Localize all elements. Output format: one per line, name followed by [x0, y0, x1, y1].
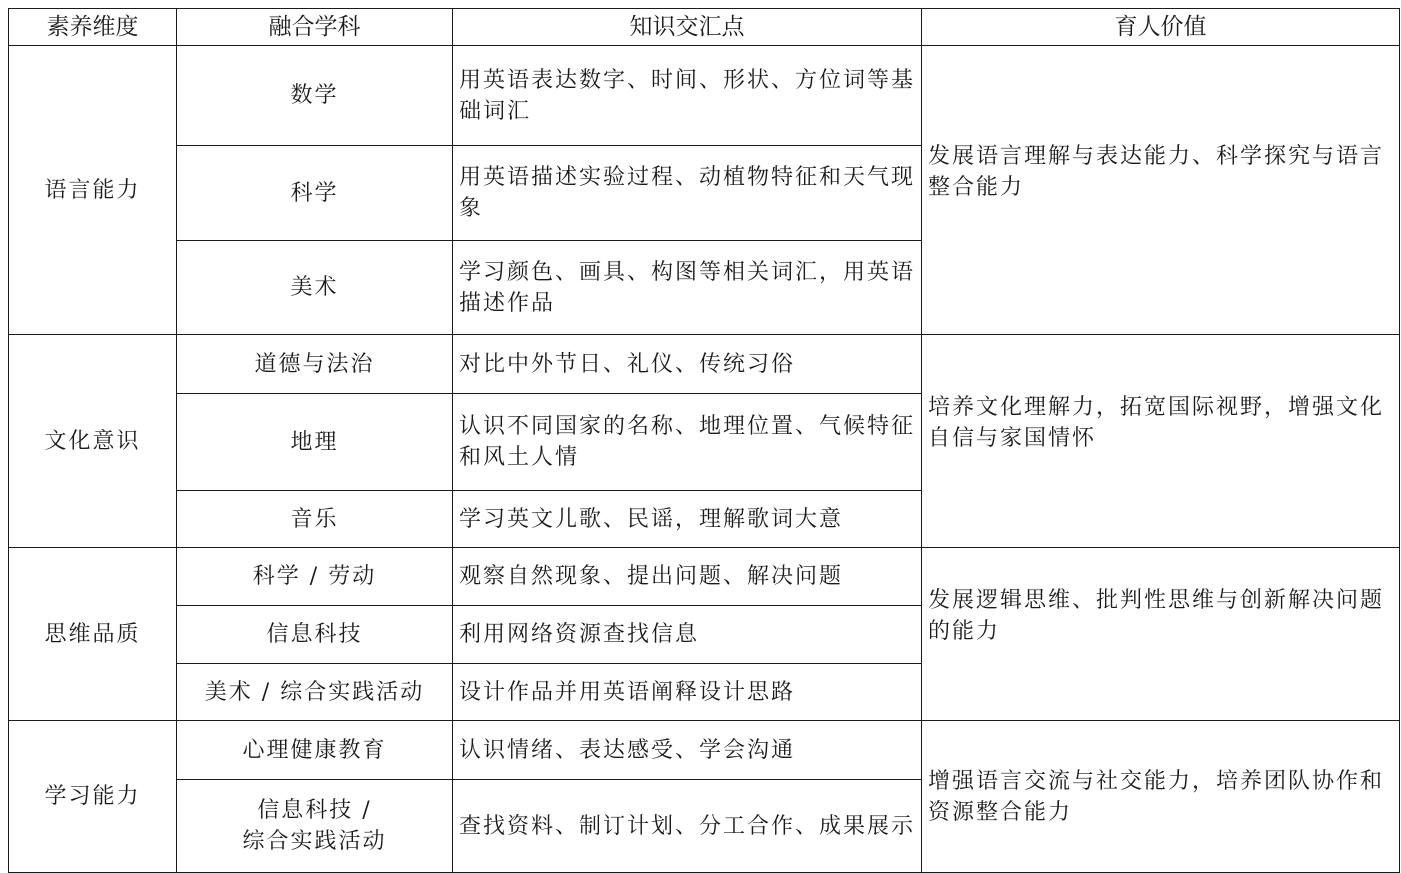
subject-cell: 科学: [177, 146, 453, 241]
knowledge-cell: 设计作品并用英语阐释设计思路: [453, 664, 922, 721]
dimension-cell: 思维品质: [9, 548, 177, 721]
table-row: [9, 335, 1400, 394]
dimension-cell: 文化意识: [9, 335, 177, 548]
knowledge-cell: 用英语描述实验过程、动植物特征和天气现象: [453, 146, 922, 241]
knowledge-cell: 认识不同国家的名称、地理位置、气候特征和风土人情: [453, 394, 922, 491]
table-container: [8, 8, 1399, 873]
knowledge-cell: 利用网络资源查找信息: [453, 606, 922, 664]
knowledge-cell: 观察自然现象、提出问题、解决问题: [453, 548, 922, 606]
header-value: 育人价值: [922, 9, 1400, 46]
literacy-integration-table: [8, 8, 1400, 873]
dimension-cell: 语言能力: [9, 46, 177, 335]
subject-cell: 地理: [177, 394, 453, 491]
subject-line: 综合实践活动: [242, 829, 387, 854]
value-cell: [922, 721, 1400, 873]
subject-cell: 数学: [177, 46, 453, 146]
table-row: [9, 548, 1400, 606]
knowledge-cell: 学习英文儿歌、民谣，理解歌词大意: [453, 491, 922, 548]
value-text: 培养文化理解力，拓宽国际视野，增强文化自信与家国情怀: [928, 395, 1385, 451]
table-row: [9, 721, 1400, 780]
subject-cell: 信息科技: [177, 606, 453, 664]
subject-cell: 美术: [177, 241, 453, 335]
subject-line: 信息科技 /: [257, 798, 372, 823]
knowledge-cell: 认识情绪、表达感受、学会沟通: [453, 721, 922, 780]
header-dimension: 素养维度: [9, 9, 177, 46]
subject-cell: 心理健康教育: [177, 721, 453, 780]
knowledge-cell: 对比中外节日、礼仪、传统习俗: [453, 335, 922, 394]
header-subject: 融合学科: [177, 9, 453, 46]
value-cell: [922, 548, 1400, 721]
value-text: 增强语言交流与社交能力，培养团队协作和资源整合能力: [928, 768, 1385, 825]
subject-cell: 科学 / 劳动: [177, 548, 453, 606]
header-knowledge: 知识交汇点: [453, 9, 922, 46]
knowledge-cell: 用英语表达数字、时间、形状、方位词等基础词汇: [453, 46, 922, 146]
subject-cell: [177, 780, 453, 873]
subject-cell: 音乐: [177, 491, 453, 548]
dimension-cell: 学习能力: [9, 721, 177, 873]
value-text: 发展语言理解与表达能力、科学探究与语言整合能力: [928, 144, 1385, 200]
value-cell: [922, 46, 1400, 335]
knowledge-cell: 学习颜色、画具、构图等相关词汇，用英语描述作品: [453, 241, 922, 335]
value-cell: [922, 335, 1400, 548]
subject-cell: 道德与法治: [177, 335, 453, 394]
value-text: 发展逻辑思维、批判性思维与创新解决问题的能力: [928, 588, 1385, 644]
header-row: [9, 9, 1400, 46]
subject-cell: 美术 / 综合实践活动: [177, 664, 453, 721]
table-row: [9, 46, 1400, 146]
knowledge-cell: 查找资料、制订计划、分工合作、成果展示: [453, 780, 922, 873]
